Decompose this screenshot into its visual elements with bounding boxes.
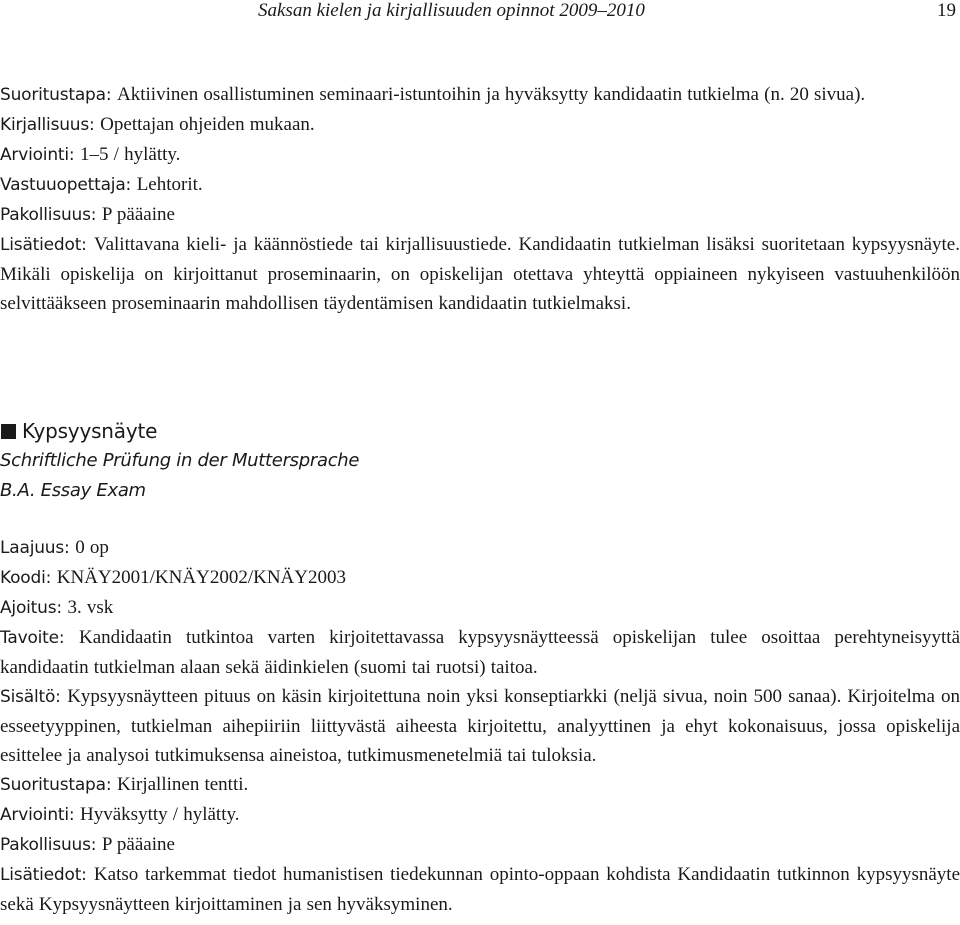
field-label: Sisältö: (0, 687, 61, 707)
field-label: Kirjallisuus: (0, 115, 95, 135)
field-value: Opettajan ohjeiden mukaan. (100, 114, 315, 135)
section-subtitle-english: B.A. Essay Exam (0, 480, 146, 501)
section-subtitle-german: Schriftliche Prüfung in der Muttersprache (0, 450, 360, 471)
field-value: P pääaine (101, 204, 175, 225)
course-details-block (0, 80, 960, 318)
field-pakollisuus (0, 830, 960, 860)
essay-exam-details-block (0, 533, 960, 919)
field-label: Lisätiedot: (0, 865, 87, 885)
field-label: Suoritustapa: (0, 775, 112, 795)
field-value: Kypsyysnäytteen pituus on käsin kirjoitettuna noin yksi konseptiarkki (neljä sivua, noin 500 sanaa). Kirjoitelma on esseetyyppinen, tutkielman aihepiiriin liittyvästä aiheesta kirjoitettu, analyyttinen ja ehyt kokonaisuus, jossa opiskelija esittelee ja analysoi tutkimuksensa aineistoa, tutkimusmenetelmiä tai tuloksia. (0, 686, 960, 766)
section-title: Kypsyysnäyte (22, 419, 158, 443)
field-arviointi (0, 800, 960, 830)
field-value: 0 op (75, 537, 109, 558)
field-label: Tavoite: (0, 628, 65, 648)
field-sisalto (0, 682, 960, 770)
field-tavoite (0, 623, 960, 682)
page-number: 19 (937, 0, 956, 21)
section-title-row (0, 416, 960, 446)
field-value: Aktiivinen osallistuminen seminaari-istuntoihin ja hyväksytty kandidaatin tutkielma (n. 20 sivua). (117, 84, 866, 105)
field-value: 1–5 / hylätty. (80, 144, 181, 165)
field-label: Pakollisuus: (0, 205, 97, 225)
field-label: Arviointi: (0, 805, 75, 825)
field-value: Kandidaatin tutkintoa varten kirjoitettavassa kypsyysnäytteessä opiskelijan tulee osoittaa perehtyneisyyttä kandidaatin tutkielman alaan sekä äidinkielen (suomi tai ruotsi) taitoa. (0, 627, 960, 678)
field-value: KNÄY2001/KNÄY2002/KNÄY2003 (56, 567, 346, 588)
section-heading (0, 416, 960, 506)
field-arviointi (0, 140, 960, 170)
field-label: Vastuuopettaja: (0, 175, 132, 195)
field-label: Ajoitus: (0, 598, 62, 618)
field-label: Laajuus: (0, 538, 70, 558)
field-suoritustapa (0, 770, 960, 800)
field-vastuuopettaja (0, 170, 960, 200)
field-koodi (0, 563, 960, 593)
field-laajuus (0, 533, 960, 563)
field-value: Hyväksytty / hylätty. (80, 804, 240, 825)
field-label: Suoritustapa: (0, 85, 112, 105)
field-value: Valittavana kieli- ja käännöstiede tai kirjallisuustiede. Kandidaatin tutkielman lisäksi suoritetaan kypsyysnäyte. Mikäli opiskelija on kirjoittanut proseminaarin, on opiskelijan otettava yhteyttä oppiaineen nykyiseen vastuuhenkilöön selvittääkseen proseminaarin mahdollisen täydentämisen kandidaatin tutkielmaksi. (0, 234, 960, 314)
field-label: Arviointi: (0, 145, 75, 165)
field-ajoitus (0, 593, 960, 623)
field-label: Pakollisuus: (0, 835, 97, 855)
field-pakollisuus (0, 200, 960, 230)
field-value: 3. vsk (67, 597, 114, 618)
page-header (0, 0, 960, 26)
field-kirjallisuus (0, 110, 960, 140)
field-label: Koodi: (0, 568, 52, 588)
field-lisatiedot (0, 860, 960, 919)
square-bullet-icon (1, 424, 16, 439)
field-value: P pääaine (101, 834, 175, 855)
field-value: Lehtorit. (136, 174, 203, 195)
field-suoritustapa (0, 80, 960, 110)
running-header-title: Saksan kielen ja kirjallisuuden opinnot 2009–2010 (258, 0, 645, 21)
field-value: Katso tarkemmat tiedot humanistisen tiedekunnan opinto-oppaan kohdista Kandidaatin tutkinnon kypsyysnäyte sekä Kypsyysnäytteen kirjoittaminen ja sen hyväksyminen. (0, 864, 960, 915)
field-value: Kirjallinen tentti. (117, 774, 249, 795)
field-lisatiedot (0, 230, 960, 318)
field-label: Lisätiedot: (0, 235, 87, 255)
